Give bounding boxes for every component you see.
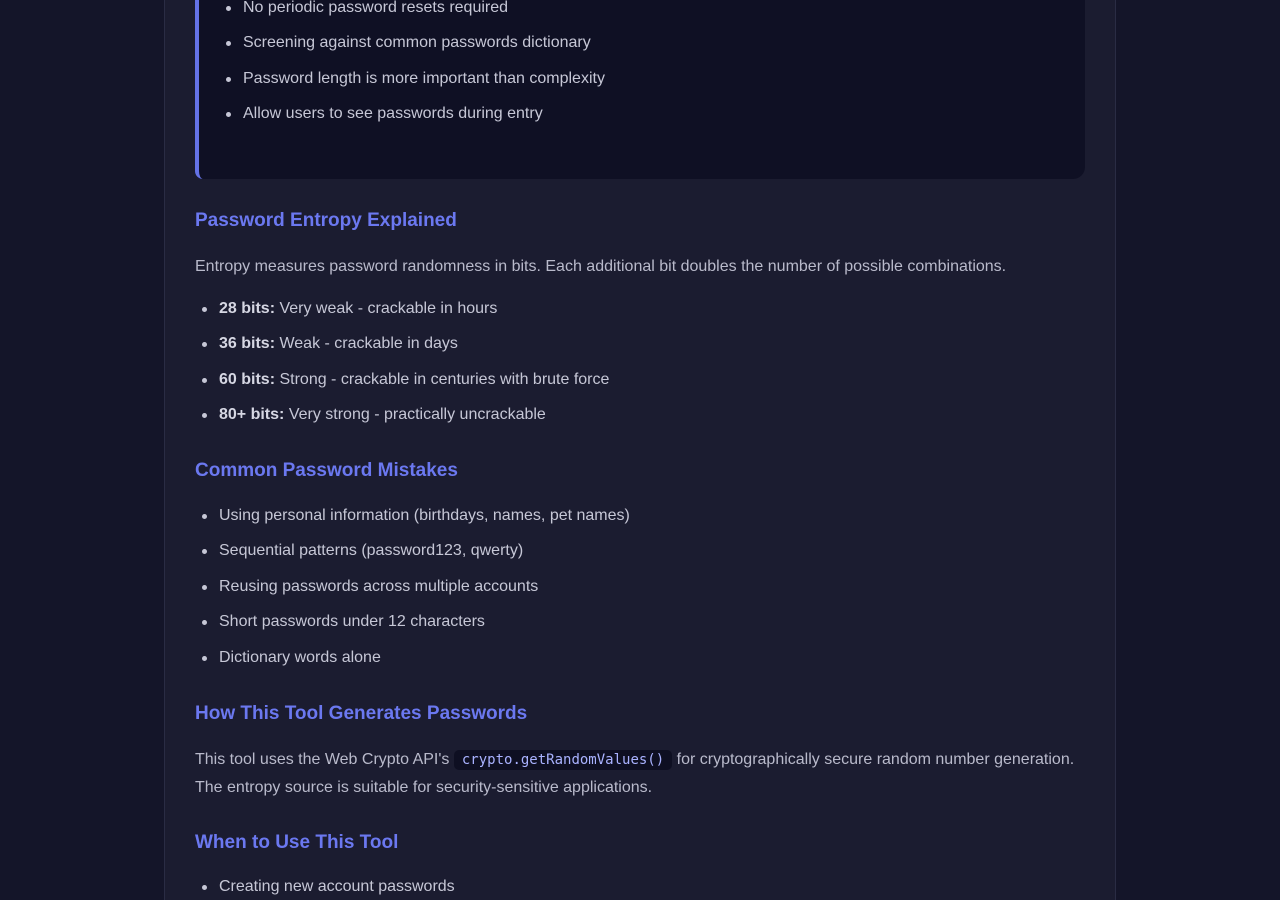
list-item — [195, 334, 609, 354]
generation-text — [195, 746, 1085, 801]
list-item: Password length is more important than complexity — [243, 70, 605, 87]
entropy-intro: Entropy measures password randomness in bits. Each additional bit doubles the number of possible combinations. — [195, 258, 1007, 275]
guidelines-callout — [195, 0, 1085, 179]
list-item: Allow users to see passwords during entry — [243, 104, 605, 124]
list-item: Creating new account passwords — [195, 877, 455, 897]
entropy-bits: 36 bits: — [219, 335, 276, 352]
list-item: Reusing passwords across multiple accounts — [195, 577, 630, 597]
section-title-generation: How This Tool Generates Passwords — [195, 703, 528, 724]
entropy-levels-list — [195, 299, 609, 425]
entropy-desc: Very weak - crackable in hours — [279, 300, 498, 317]
usage-list — [195, 877, 455, 897]
generation-text-before: This tool uses the Web Crypto API's — [195, 751, 454, 768]
section-title-mistakes: Common Password Mistakes — [195, 460, 458, 481]
section-title-usage: When to Use This Tool — [195, 832, 399, 853]
entropy-bits: 28 bits: — [219, 300, 276, 317]
entropy-desc: Very strong - practically uncrackable — [288, 406, 546, 423]
list-item — [195, 405, 609, 425]
list-item — [195, 370, 609, 390]
list-item: Short passwords under 12 characters — [195, 612, 630, 632]
list-item: Dictionary words alone — [195, 648, 630, 668]
list-item: Screening against common passwords dictionary — [243, 33, 605, 53]
list-item — [195, 299, 609, 319]
list-item: Sequential patterns (password123, qwerty) — [195, 541, 630, 561]
section-title-entropy: Password Entropy Explained — [195, 210, 457, 231]
entropy-bits: 80+ bits: — [219, 406, 285, 423]
content-panel — [164, 0, 1116, 900]
code-snippet: crypto.getRandomValues() — [454, 750, 672, 770]
generation-text-after: for cryptographically secure random number generation. The entropy source is suitable for security-sensitive applications. — [195, 751, 1075, 796]
guidelines-list — [243, 0, 605, 124]
entropy-desc: Weak - crackable in days — [279, 335, 458, 352]
entropy-bits: 60 bits: — [219, 371, 276, 388]
entropy-desc: Strong - crackable in centuries with brute force — [279, 371, 610, 388]
list-item: No periodic password resets required — [243, 0, 605, 18]
list-item: Using personal information (birthdays, names, pet names) — [195, 506, 630, 526]
mistakes-list — [195, 506, 630, 668]
